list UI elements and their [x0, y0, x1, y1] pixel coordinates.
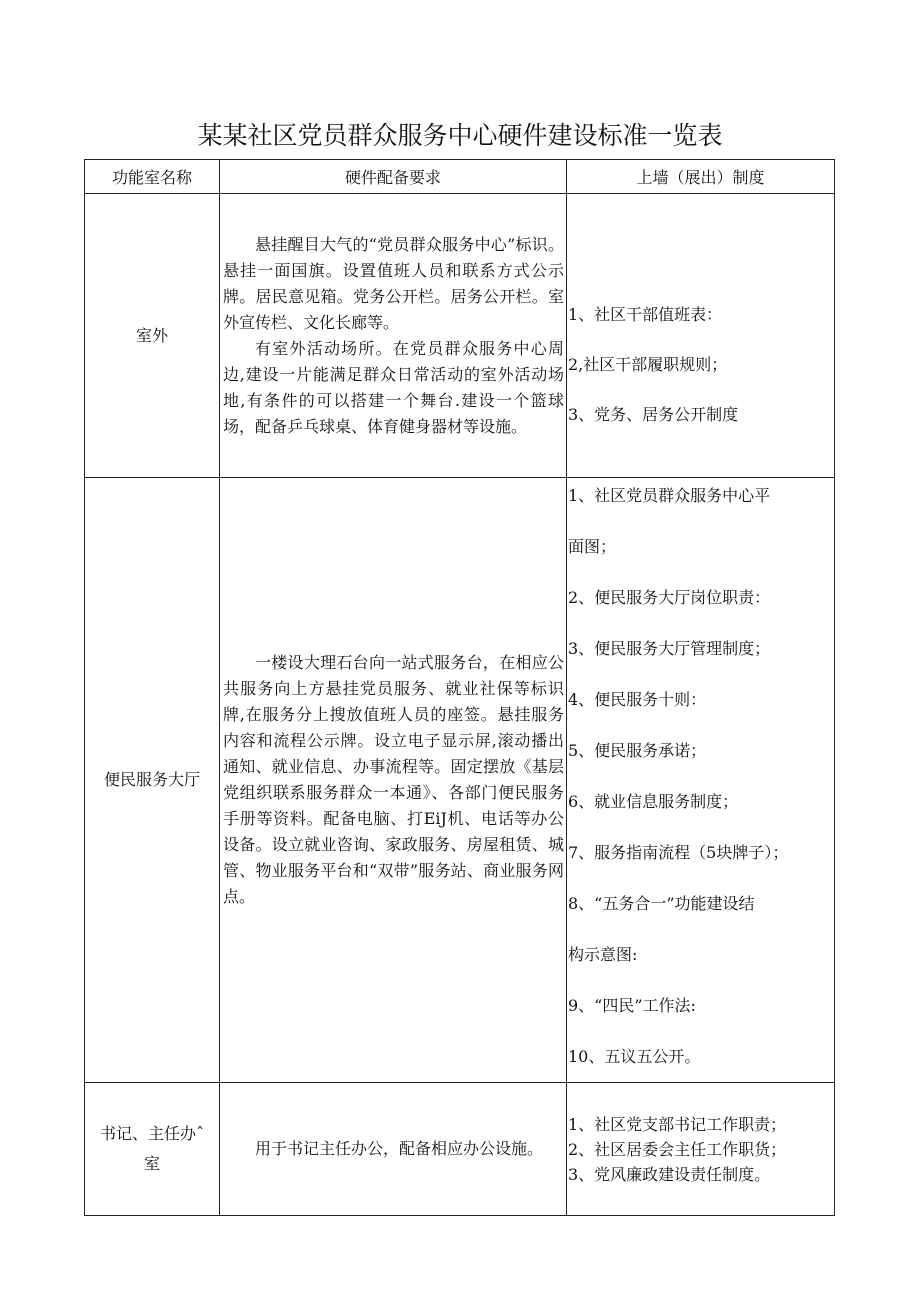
standards-table — [84, 159, 835, 1216]
wall-rules-cell — [567, 478, 835, 1083]
list-item: 1、社区党支部书记工作职责； — [568, 1114, 787, 1134]
room-name: 书记、主任办ˆ室 — [99, 1124, 204, 1173]
list-item: 1、社区干部值班表： — [568, 304, 723, 324]
list-item: 3、便民服务大厅管理制度； — [568, 639, 771, 658]
list-item: 10、五议五公开。 — [568, 1047, 701, 1066]
table-row — [85, 194, 835, 478]
list-item: 4、便民服务十则： — [568, 690, 707, 709]
room-name: 便民服务大厅 — [103, 770, 200, 789]
wall-rules-list — [568, 232, 834, 440]
list-item: 5、便民服务承诺； — [568, 741, 707, 760]
list-item: 3、党风廉政建设责任制度。 — [568, 1164, 771, 1184]
list-item: 9、“四民”工作法: — [568, 996, 696, 1015]
list-item: 面图； — [568, 537, 617, 556]
wall-rules-cell — [567, 1083, 835, 1216]
room-name-cell — [85, 1083, 220, 1216]
header-wall-rules: 上墙（展出）制度 — [567, 160, 835, 194]
hardware-cell — [220, 194, 567, 478]
room-name-cell — [85, 478, 220, 1083]
header-room-name: 功能室名称 — [85, 160, 220, 194]
requirement-paragraph: 一楼设大理石台向一站式服务台，在相应公共服务向上方悬挂党员服务、就业社保等标识牌,在服务分上搜放值班人员的座签。悬挂服务内容和流程公示牌。设立电子显示屏,滚动播出通知、就业信息、办事流程等。固定摆放《基层党组织联系服务群众一本通》、各部门便民服务手册等资料。配备电脑、打EiJ机、电话等办公设备。设立就业咨询、家政服务、房屋租赁、城管、物业服务平台和“双带”服务站、商业服务网点。 — [223, 653, 564, 906]
wall-rules-list — [568, 1112, 834, 1187]
list-item: 1、社区党员群众服务中心平 — [568, 486, 771, 505]
requirement-paragraph: 用于书记主任办公，配备相应办公设施。 — [255, 1139, 544, 1158]
room-name-cell — [85, 194, 220, 478]
hardware-cell — [220, 478, 567, 1083]
list-item: 2、社区居委会主任工作职货； — [568, 1139, 787, 1159]
list-item: 2、便民服务大厅岗位职责： — [568, 588, 771, 607]
room-name: 室外 — [135, 325, 168, 345]
wall-rules-cell — [567, 194, 835, 478]
table-row — [85, 478, 835, 1083]
page-title: 某某社区党员群众服务中心硬件建设标准一览表 — [197, 121, 723, 150]
requirement-paragraph: 悬挂醒目大气的“党员群众服务中心”标识。悬挂一面国旗。设置值班人员和联系方式公示牌。居民意见箱。党务公开栏。居务公开栏。室外宣传栏、文化长廊等。 — [223, 234, 564, 332]
header-hardware: 硬件配备要求 — [220, 160, 567, 194]
list-item: 3、党务、居务公开制度 — [568, 404, 739, 424]
table-row — [85, 1083, 835, 1216]
requirement-paragraph: 有室外活动场所。在党员群众服务中心周边,建设一片能满足群众日常活动的室外活动场地,有条件的可以搭建一个舞台.建设一个篮球场，配备乒乓球桌、体育健身器材等设施。 — [223, 338, 564, 436]
hardware-cell — [220, 1083, 567, 1216]
list-item: 8、“五务合一”功能建设结 — [568, 894, 755, 913]
table-header-row — [85, 160, 835, 194]
list-item: 构示意图: — [568, 945, 638, 964]
wall-rules-list — [568, 470, 834, 1082]
list-item: 6、就业信息服务制度； — [568, 792, 739, 811]
list-item: 2,社区干部履职规则； — [568, 354, 728, 374]
list-item: 7、服务指南流程（5块牌子）； — [568, 843, 789, 862]
